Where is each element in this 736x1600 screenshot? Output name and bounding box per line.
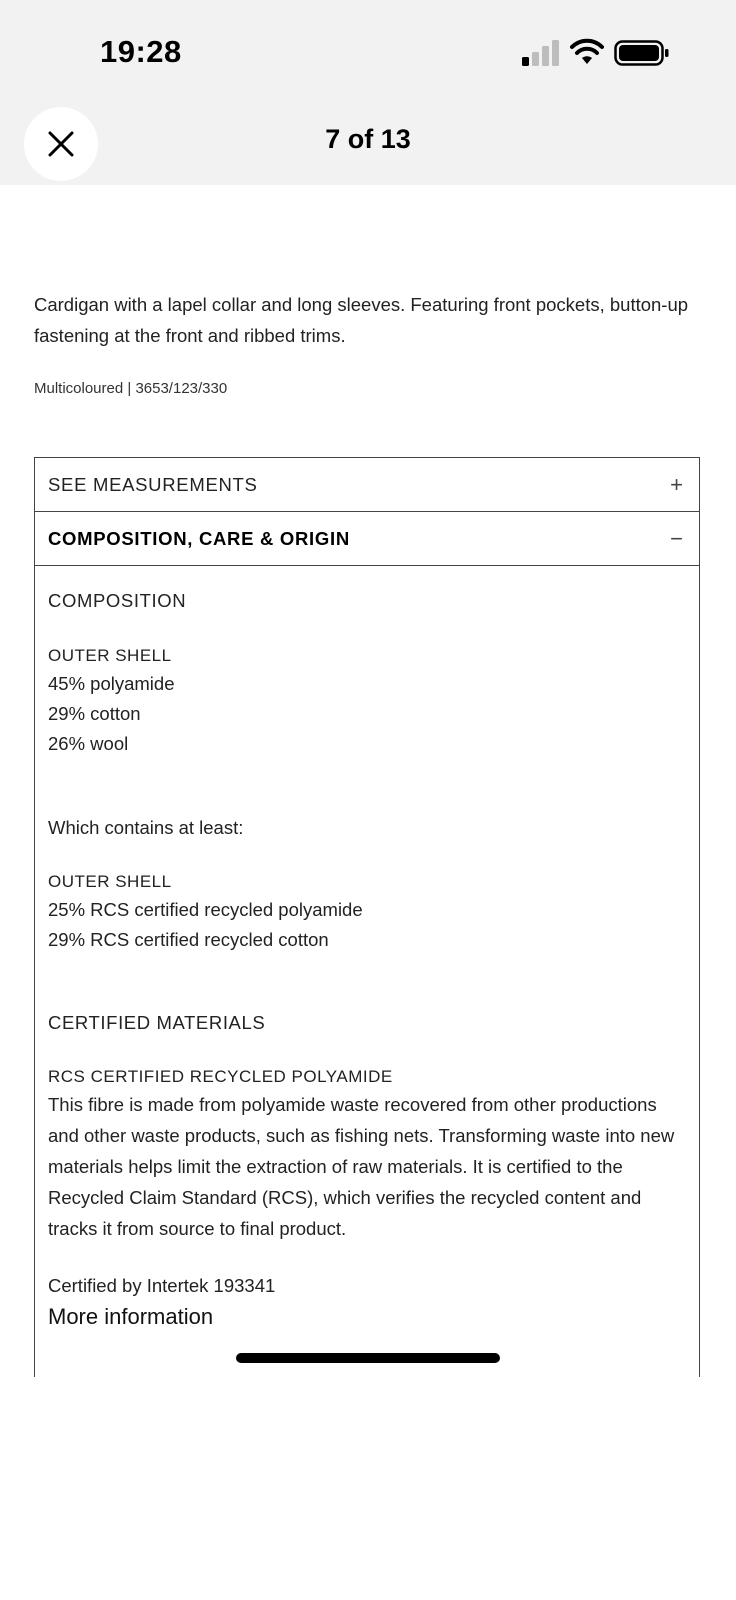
certified-by: Certified by Intertek 193341 [48,1275,276,1296]
material-line: 45% polyamide [48,673,175,694]
home-indicator [236,1353,500,1363]
recycled-outer-shell-label: OUTER SHELL [48,872,172,891]
plus-icon: + [670,471,683,497]
recycled-material-line: 29% RCS certified recycled cotton [48,929,329,950]
see-measurements-label: SEE MEASUREMENTS [48,473,258,495]
outer-shell-label: OUTER SHELL [48,646,172,665]
certified-materials-heading: CERTIFIED MATERIALS [48,1012,266,1033]
certified-material-description: This fibre is made from polyamide waste recovered from other productions and other waste products, such as fishing nets. Transforming waste into new materials helps limit the extraction of raw materials. It is certified to the Recycled Claim Standard (RCS), which verifies the recycled content and tracks it from source to final product. [48,1094,675,1239]
product-details-accordion [34,457,700,1377]
recycled-material-line: 25% RCS certified recycled polyamide [48,899,363,920]
more-information-link[interactable]: More information [48,1304,214,1329]
material-line: 26% wool [48,733,129,754]
material-line: 29% cotton [48,703,141,724]
page-counter: 7 of 13 [325,124,411,154]
status-time: 19:28 [100,34,182,69]
composition-care-origin-label: COMPOSITION, CARE & ORIGIN [48,527,350,549]
composition-heading: COMPOSITION [48,590,187,611]
composition-care-origin-toggle[interactable] [35,512,699,566]
see-measurements-toggle[interactable] [35,458,699,512]
product-description: Cardigan with a lapel collar and long sleeves. Featuring front pockets, button-up fastening at the front and ribbed trims. [34,294,689,346]
top-bar [0,0,736,185]
contains-label: Which contains at least: [48,817,244,838]
cellular-signal-icon [522,40,560,66]
battery-icon [614,40,670,66]
certified-material-name: RCS CERTIFIED RECYCLED POLYAMIDE [48,1067,393,1086]
product-reference: Multicoloured | 3653/123/330 [34,380,228,397]
wifi-icon [570,38,604,66]
minus-icon: − [670,525,683,551]
